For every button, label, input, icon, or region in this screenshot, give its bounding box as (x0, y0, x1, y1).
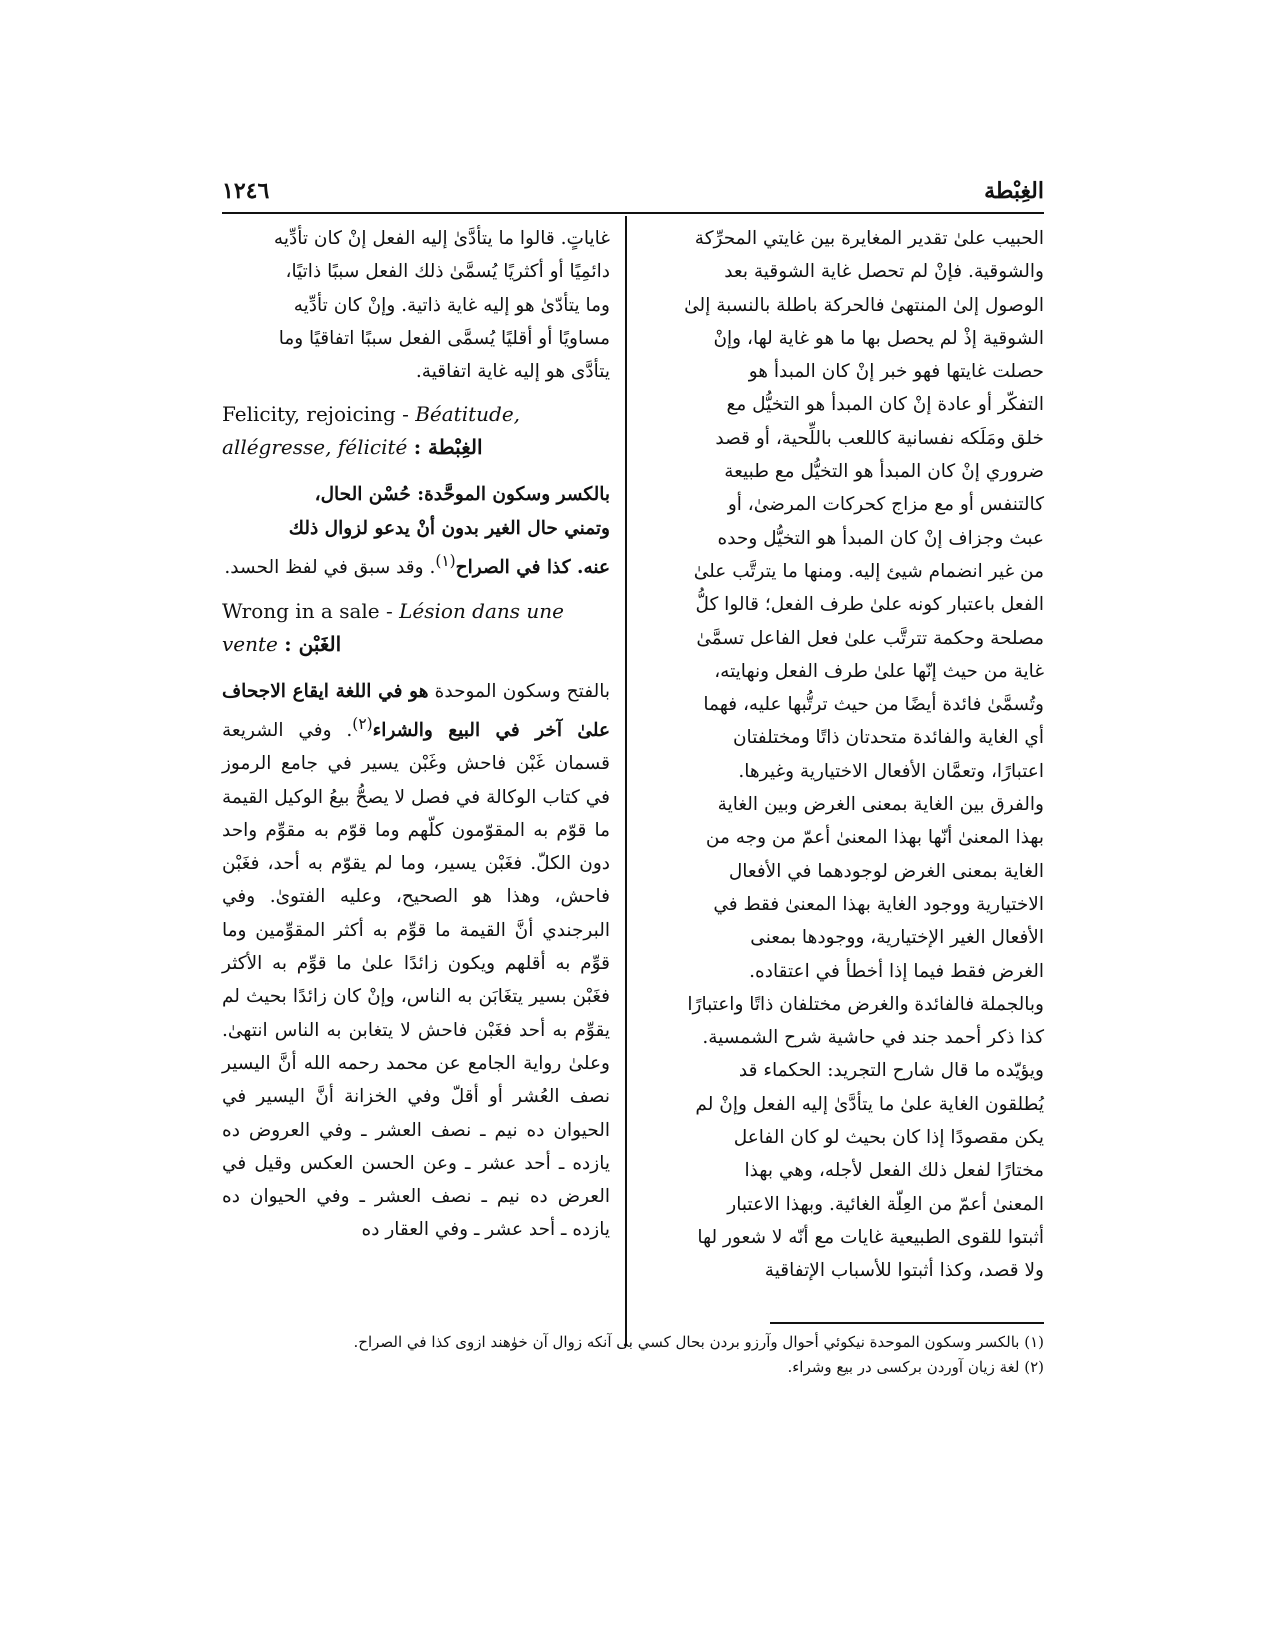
left-column (222, 222, 610, 1247)
footnote-ref: (١) (435, 552, 456, 571)
definition-lead: بالفتح وسكون الموحدة (428, 680, 610, 702)
right-line: ولا قصد، وكذا أثبتوا للأسباب الإتفاقية (764, 1260, 1044, 1282)
definition-bold: هو في اللغة ايقاع الاجحاف علىٰ آخر في البيع والشراء (222, 680, 610, 741)
right-line: الحبيب علىٰ تقدير المغايرة بين غايتي المحرِّكة (694, 228, 1044, 249)
page-number: ١٢٤٦ (222, 178, 270, 204)
definition-bold-tail: عنه. كذا في الصراح (455, 557, 610, 579)
right-column (640, 222, 1044, 1288)
right-line: مختارًا لفعل ذلك الفعل لأجله، وهي بهذا (744, 1160, 1044, 1182)
right-line: والشوقية. فإنْ لم تحصل غاية الشوقية بعد (724, 261, 1044, 283)
definition-line (222, 545, 610, 584)
right-line: وتُسمَّىٰ فائدة أيضًا من حيث ترتُّبها عليه، فهما (703, 694, 1044, 716)
right-line: الاختيارية ووجود الغاية بهذا المعنىٰ فقط في (713, 893, 1044, 915)
right-line: والفرق بين الغاية بمعنى الغرض وبين الغاية (717, 794, 1044, 816)
right-line: الشوقية إذْ لم يحصل بها ما هو غاية لها، وإنْ (713, 327, 1044, 349)
lemma-arabic: الغِبْطة : (413, 435, 483, 460)
right-line: ويؤيّده ما قال شارح التجريد: الحكماء قد (738, 1060, 1044, 1082)
intro-line: يتأدَّى هو إليه غاية اتفاقية. (415, 361, 610, 383)
lemma-french: Béatitude, allégresse, félicité (222, 402, 521, 460)
right-line: يكن مقصودًا إذا كان بحيث لو كان الفاعل (733, 1127, 1044, 1149)
right-line: حصلت غايتها فهو خبر إنْ كان المبدأ هو (748, 361, 1044, 383)
right-line: الأفعال الغير الإختيارية، ووجودها بمعنى (750, 927, 1044, 949)
definition-line: وتمني حال الغير بدون أنْ يدعو لزوال ذلك (288, 517, 610, 539)
running-head (222, 178, 1044, 222)
lemma-english: Wrong in a sale - (222, 598, 393, 623)
intro-line: وما يتأدّىٰ هو إليه غاية ذاتية. وإنْ كان تأدِّيه (293, 294, 610, 316)
lemma-english: Felicity, rejoicing - (222, 402, 409, 427)
footnote-1: (١) بالكسر وسكون الموحدة نيكوئي أحوال وآرزو بردن بحال كسي بى آنكه زوال آن خوٰهند ازوى كذا في الصراح. (353, 1333, 1044, 1351)
lemma-french: Lésion dans une vente (222, 598, 565, 656)
right-line: ضروري إنْ كان المبدأ هو التخيُّل مع طبيعة (724, 461, 1044, 483)
right-line: عبث وجزاف إنْ كان المبدأ هو التخيُّل وحده (717, 527, 1044, 549)
right-line: اعتبارًا، وتعمَّان الأفعال الاختيارية وغيرها. (738, 760, 1044, 782)
running-head-title: الغِبْطة (984, 178, 1044, 204)
right-line: المعنىٰ أعمّ من العِلّة الغائية. وبهذا الاعتبار (727, 1193, 1044, 1215)
right-line: وبالجملة فالفائدة والغرض مختلفان ذاتًا واعتبارًا (687, 993, 1044, 1015)
column-divider (625, 216, 627, 1346)
footnote-ref: (٢) (352, 714, 373, 733)
entry-definition-ghibta (222, 478, 610, 584)
header-rule (222, 212, 1044, 214)
right-line: الفعل باعتبار كونه علىٰ طرف الفعل؛ قالوا كلُّ (695, 594, 1044, 616)
right-line: الغاية بمعنى الغرض لوجودهما في الأفعال (728, 860, 1044, 882)
footnote-2: (٢) لغة زيان آوردن بركسى در بيع وشراء. (787, 1358, 1044, 1376)
right-line: الغرض فقط فيما إذا أخطأ في اعتقاده. (749, 960, 1044, 982)
intro-line: مساويًا أو أقليًا يُسمَّى الفعل سببًا اتفاقيًا وما (278, 327, 610, 349)
footnote-rule (770, 1322, 1044, 1324)
definition-paragraph (222, 675, 610, 1247)
definition-line: بالكسر وسكون الموحَّدة: حُسْن الحال، (314, 484, 610, 506)
right-line: من غير انضمام شيئ إليه. ومنها ما يترتَّب علىٰ (693, 560, 1044, 582)
right-line: مصلحة وحكمة تترتَّب علىٰ فعل الفاعل تسمَّىٰ (696, 627, 1044, 649)
footnotes (222, 1330, 1044, 1380)
right-line: كالتنفس أو مع مزاج كحركات المرضىٰ، أو (727, 494, 1044, 516)
right-line: الوصول إلىٰ المنتهىٰ فالحركة باطلة بالنسبة إلىٰ (684, 294, 1044, 316)
right-line: خلق ومَلَكه نفسانية كاللعب باللِّحية، أو قصد (715, 427, 1044, 449)
right-line: غاية من حيث إنّها علىٰ طرف الفعل ونهايته، (714, 660, 1044, 682)
intro-line: دائمِيًا أو أكثريًا يُسمَّىٰ ذلك الفعل سببًا ذاتيًا، (285, 261, 610, 283)
entry-heading-ghibta (222, 398, 610, 464)
right-line: التفكّر أو عادة إنْ كان المبدأ هو التخيُّل مع (726, 394, 1044, 416)
intro-line: غاياتٍ. قالوا ما يتأدَّىٰ إليه الفعل إنْ كان تأدِّيه (273, 228, 610, 249)
lemma-arabic: الغَبْن : (284, 631, 342, 656)
entry-heading-ghabn (222, 595, 610, 661)
definition-body: . وفي الشريعة قسمان غَبْن فاحش وغَبْن يسير في جامع الرموز في كتاب الوكالة في فصل لا يصحُّ بيعُ الوكيل القيمة ما قوّم به المقوّمون كلّهم وما قوّم به مقوِّم واحد دون الكلّ. فغَبْن يسير، وما لم يقوّم به أحد، فغَبْن فاحش، وهذا هو الصحيح، وعليه الفتوىٰ. وفي البرجندي أنَّ القيمة ما قوِّم به أكثر المقوِّمين وما قوِّم به أقلهم ويكون زائدًا علىٰ ما قوِّم به الأكثر فغَبْن بسير يتغَابَن به الناس، وإنْ كان زائدًا بحيث لم يقوِّم به أحد فغَبْن فاحش لا يتغابن به الناس انتهىٰ. وعلىٰ رواية الجامع عن محمد رحمه الله أنَّ اليسير نصف العُشر أو أقلّ وفي الخزانة أنَّ اليسير في الحيوان ده نيم ـ نصف العشر ـ وفي العروض ده يازده ـ أحد عشر ـ وعن الحسن العكس وقيل في العرض ده نيم ـ نصف العشر ـ وفي الحيوان ده يازده ـ أحد عشر ـ وفي العقار ده (222, 719, 610, 1241)
right-line: أثبتوا للقوى الطبيعية غايات مع أنّه لا شعور لها (697, 1226, 1044, 1248)
right-line: أي الغاية والفائدة متحدتان ذاتًا ومختلفتان (732, 727, 1044, 749)
definition-tail: . وقد سبق في لفظ الحسد. (224, 557, 436, 579)
right-line: يُطلقون الغاية علىٰ ما يتأدَّىٰ إليه الفعل وإنْ لم (695, 1093, 1044, 1115)
entry-definition-ghabn (222, 675, 610, 1247)
right-line: بهذا المعنىٰ أنّها بهذا المعنىٰ أعمّ من وجه من (705, 827, 1044, 849)
right-line: كذا ذكر أحمد جند في حاشية شرح الشمسية. (702, 1027, 1044, 1049)
